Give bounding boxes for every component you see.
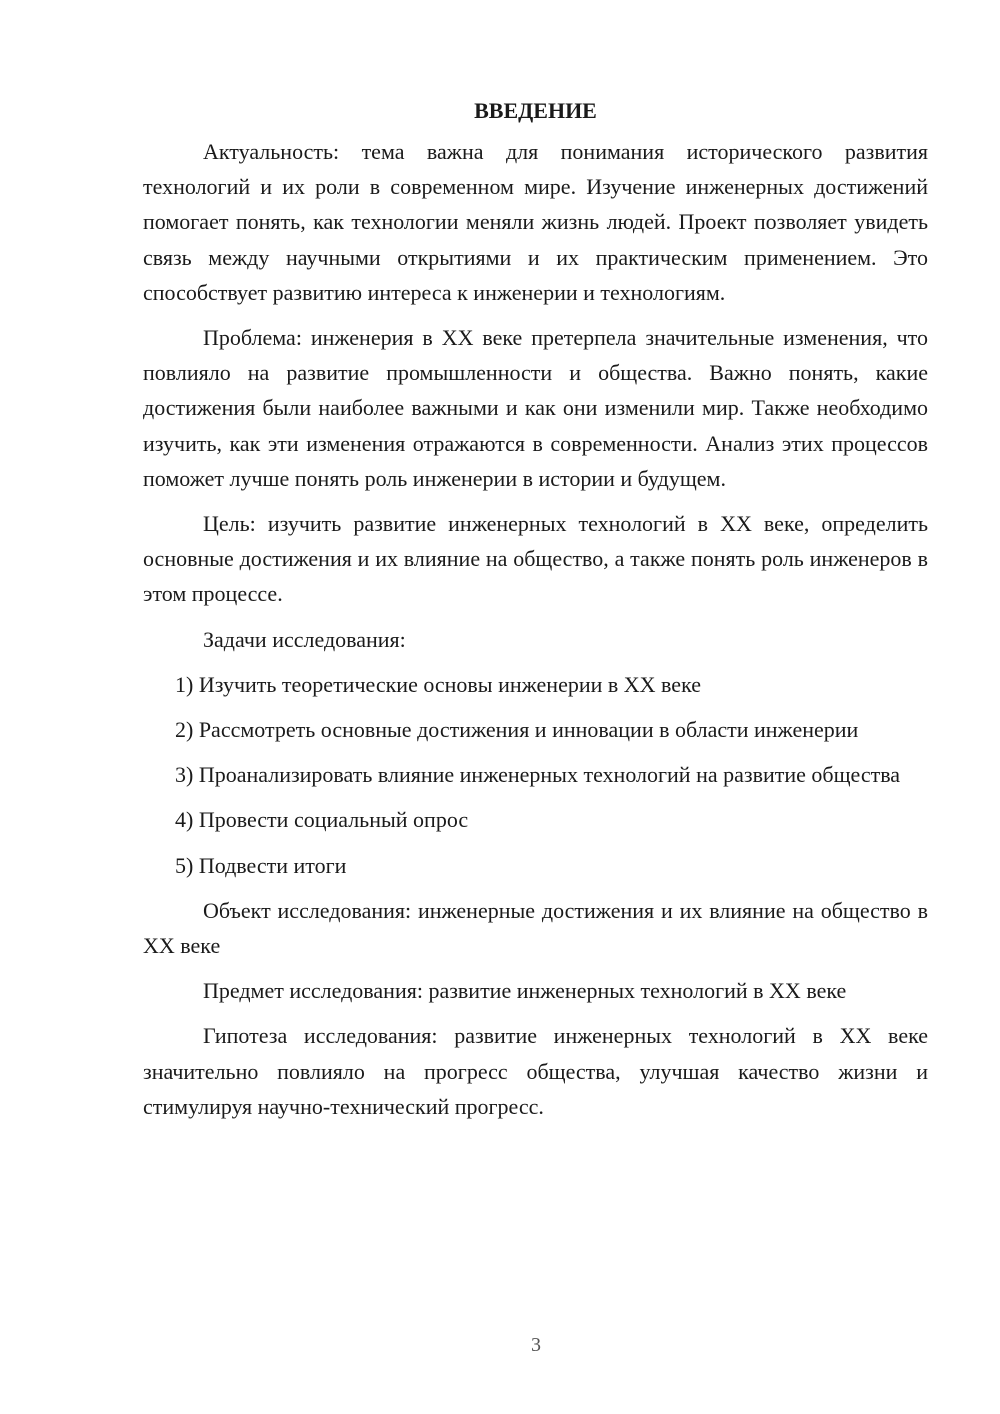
page-number: 3 bbox=[531, 1334, 541, 1356]
task-item-2: 2) Рассмотреть основные достижения и инновации в области инженерии bbox=[175, 717, 859, 743]
task-item-1: 1) Изучить теоретические основы инженерии в XX веке bbox=[175, 671, 701, 697]
paragraph-subject: Предмет исследования: развитие инженерных технологий в XX веке bbox=[203, 978, 847, 1004]
section-title: ВВЕДЕНИЕ bbox=[474, 98, 597, 123]
paragraph-hypothesis: Гипотеза исследования: развитие инженерных технологий в XX веке значительно повлияло на прогресс общества, улучшая качество жизни и стимулируя научно-технический прогресс. bbox=[143, 1023, 928, 1119]
paragraph-object: Объект исследования: инженерные достижения и их влияние на общество в XX веке bbox=[143, 897, 928, 959]
task-item-5: 5) Подвести итоги bbox=[175, 852, 347, 878]
task-item-3: 3) Проанализировать влияние инженерных технологий на развитие общества bbox=[175, 762, 901, 788]
task-item-4: 4) Провести социальный опрос bbox=[175, 807, 469, 833]
paragraph-relevance: Актуальность: тема важна для понимания исторического развития технологий и их роли в современном мире. Изучение инженерных достижений помогает понять, как технологии меняли жизнь людей. Проект позволяет увидеть связь между научными открытиями и их практическим применением. Это способствует развитию интереса к инженерии и технологиям. bbox=[143, 139, 928, 305]
document-body bbox=[143, 96, 928, 1134]
paragraph-goal: Цель: изучить развитие инженерных технологий в XX веке, определить основные достижения и их влияние на общество, а также понять роль инженеров в этом процессе. bbox=[143, 511, 928, 607]
paragraph-tasks-heading: Задачи исследования: bbox=[203, 626, 406, 652]
paragraph-problem: Проблема: инженерия в XX веке претерпела значительные изменения, что повлияло на развитие промышленности и общества. Важно понять, какие достижения были наиболее важными и как они изменили мир. Также необходимо изучить, как эти изменения отражаются в современности. Анализ этих процессов поможет лучше понять роль инженерии в истории и будущем. bbox=[143, 325, 928, 491]
